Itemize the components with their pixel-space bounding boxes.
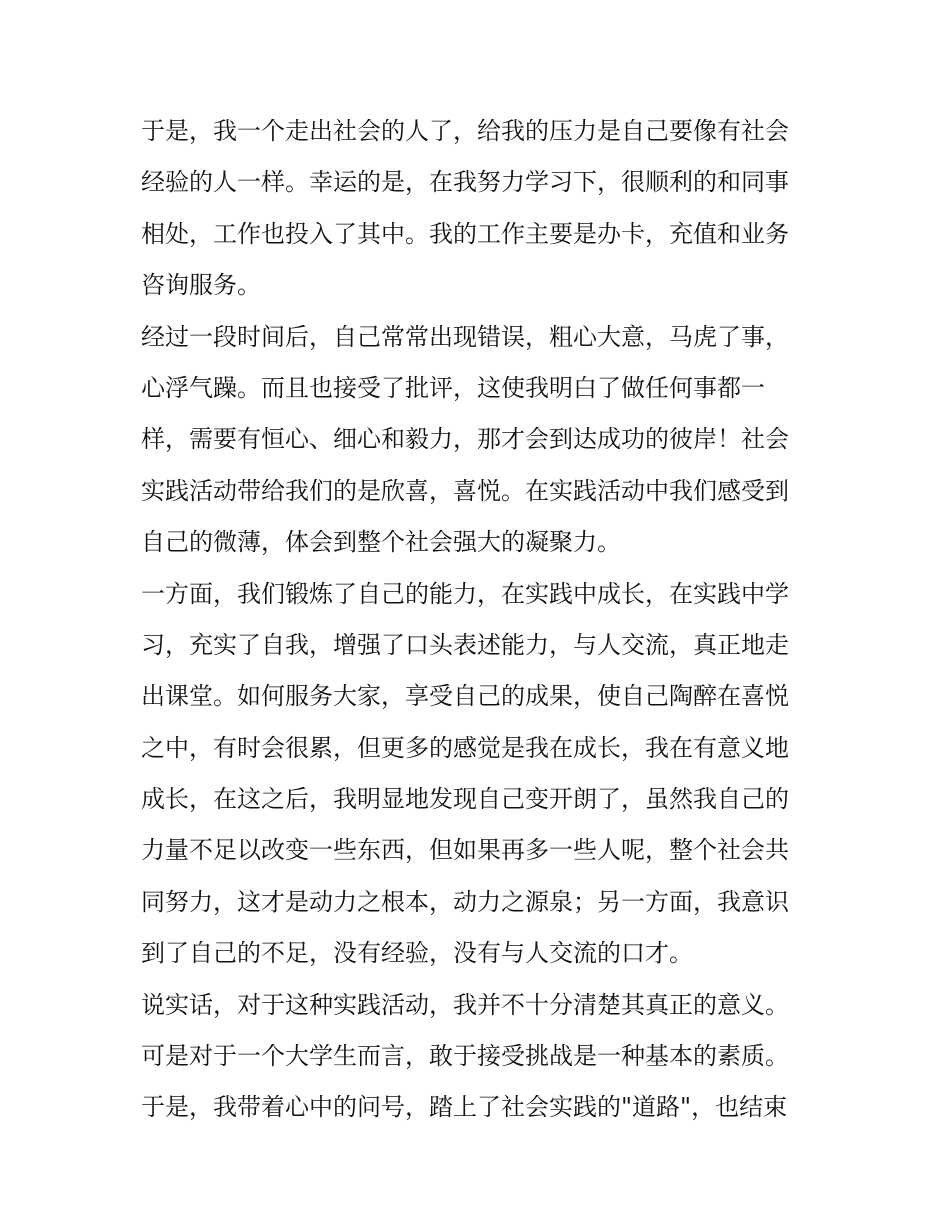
body-text <box>141 106 821 1134</box>
text-line: 同努力，这才是动力之根本，动力之源泉；另一方面，我意识 <box>141 887 789 916</box>
text-line: 习，充实了自我，增强了口头表述能力，与人交流，真正地走 <box>141 630 789 659</box>
text-line: 到了自己的不足，没有经验，没有与人交流的口才。 <box>141 939 693 968</box>
text-line: 力量不足以改变一些东西，但如果再多一些人呢，整个社会共 <box>141 836 789 865</box>
text-line: 自己的微薄，体会到整个社会强大的凝聚力。 <box>141 528 621 557</box>
text-line: 经过一段时间后，自己常常出现错误，粗心大意，马虎了事， <box>141 322 789 351</box>
text-line: 相处，工作也投入了其中。我的工作主要是办卡，充值和业务 <box>141 219 789 248</box>
text-line: 一方面，我们锻炼了自己的能力，在实践中成长，在实践中学 <box>141 579 789 608</box>
text-line: 于是，我带着心中的问号，踏上了社会实践的"道路"，也结束 <box>141 1093 788 1122</box>
text-line: 之中，有时会很累，但更多的感觉是我在成长，我在有意义地 <box>141 733 789 762</box>
text-line: 出课堂。如何服务大家，享受自己的成果，使自己陶醉在喜悦 <box>141 682 789 711</box>
text-line: 经验的人一样。幸运的是，在我努力学习下，很顺利的和同事 <box>141 168 789 197</box>
text-line: 可是对于一个大学生而言，敢于接受挑战是一种基本的素质。 <box>141 1042 789 1071</box>
text-line: 成长，在这之后，我明显地发现自己变开朗了，虽然我自己的 <box>141 785 789 814</box>
text-line: 咨询服务。 <box>141 271 261 300</box>
text-line: 样，需要有恒心、细心和毅力，那才会到达成功的彼岸！社会 <box>141 425 789 454</box>
text-line: 于是，我一个走出社会的人了，给我的压力是自己要像有社会 <box>141 117 789 145</box>
text-line: 实践活动带给我们的是欣喜，喜悦。在实践活动中我们感受到 <box>141 476 789 505</box>
text-line: 心浮气躁。而且也接受了批评，这使我明白了做任何事都一 <box>141 373 765 402</box>
text-line: 说实话，对于这种实践活动，我并不十分清楚其真正的意义。 <box>141 990 789 1019</box>
